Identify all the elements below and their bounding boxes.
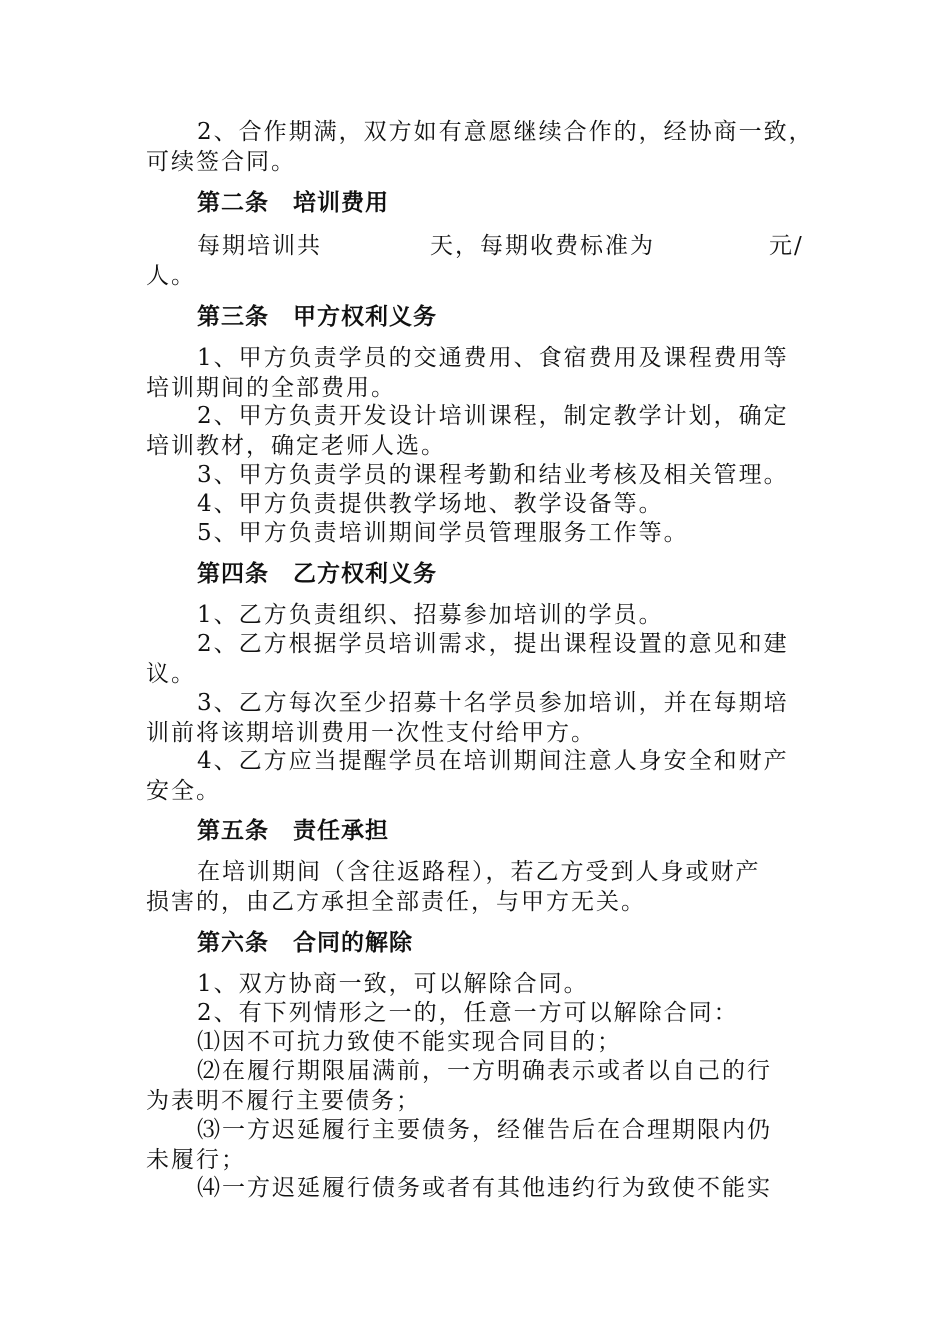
article-title: 合同的解除 [293,930,413,956]
article-label: 第四条 [197,561,269,587]
article-heading [197,188,389,218]
fee-line [197,231,809,261]
article-label: 第六条 [197,930,269,956]
paragraph-line: 培训期间的全部费用。 [146,375,396,401]
paragraph-line: 人。 [146,263,196,289]
fee-days-label: 每期培训共 [197,233,322,259]
article-label: 第三条 [197,304,269,330]
paragraph-line: 5、甲方负责培训期间学员管理服务工作等。 [197,520,689,546]
paragraph-line: 培训教材，确定老师人选。 [146,433,446,459]
article-title: 培训费用 [293,190,389,216]
paragraph-line: 议。 [146,661,196,687]
paragraph-line: ⑴因不可抗力致使不能实现合同目的； [197,1029,622,1055]
paragraph-line: 1、乙方负责组织、招募参加培训的学员。 [197,602,664,628]
paragraph-line: ⑶一方迟延履行主要债务，经催告后在合理期限内仍 [197,1117,772,1143]
article-label: 第二条 [197,190,269,216]
paragraph-line: ⑵在履行期限届满前，一方明确表示或者以自己的行 [197,1058,772,1084]
article-label: 第五条 [197,818,269,844]
paragraph-line: 3、甲方负责学员的课程考勤和结业考核及相关管理。 [197,462,789,488]
paragraph-line: 2、甲方负责开发设计培训课程，制定教学计划，确定 [197,403,789,429]
paragraph-line: 可续签合同。 [146,149,296,175]
paragraph-line: 训前将该期培训费用一次性支付给甲方。 [146,720,596,746]
paragraph-line: 4、甲方负责提供教学场地、教学设备等。 [197,491,664,517]
fee-standard-label: 天，每期收费标准为 [430,233,655,259]
paragraph-line: 在培训期间（含往返路程），若乙方受到人身或财产 [197,859,761,885]
article-title: 乙方权利义务 [293,561,437,587]
paragraph-line: 1、双方协商一致，可以解除合同。 [197,971,589,997]
article-heading [197,559,437,589]
paragraph-line: 2、合作期满，双方如有意愿继续合作的，经协商一致， [197,119,814,145]
article-heading [197,816,389,846]
paragraph-line: ⑷一方迟延履行债务或者有其他违约行为致使不能实 [197,1175,772,1201]
paragraph-line: 3、乙方每次至少招募十名学员参加培训，并在每期培 [197,690,789,716]
paragraph-line: 2、有下列情形之一的，任意一方可以解除合同： [197,1000,739,1026]
article-heading [197,302,437,332]
article-title: 责任承担 [293,818,389,844]
paragraph-line: 未履行； [146,1147,246,1173]
article-title: 甲方权利义务 [293,304,437,330]
paragraph-line: 2、乙方根据学员培训需求，提出课程设置的意见和建 [197,631,789,657]
article-heading [197,928,413,958]
fee-unit-label: 元/ [769,233,804,259]
paragraph-line: 1、甲方负责学员的交通费用、食宿费用及课程费用等 [197,345,789,371]
paragraph-line: 损害的，由乙方承担全部责任，与甲方无关。 [146,889,646,915]
paragraph-line: 4、乙方应当提醒学员在培训期间注意人身安全和财产 [197,748,789,774]
paragraph-line: 安全。 [146,778,221,804]
paragraph-line: 为表明不履行主要债务； [146,1088,421,1114]
